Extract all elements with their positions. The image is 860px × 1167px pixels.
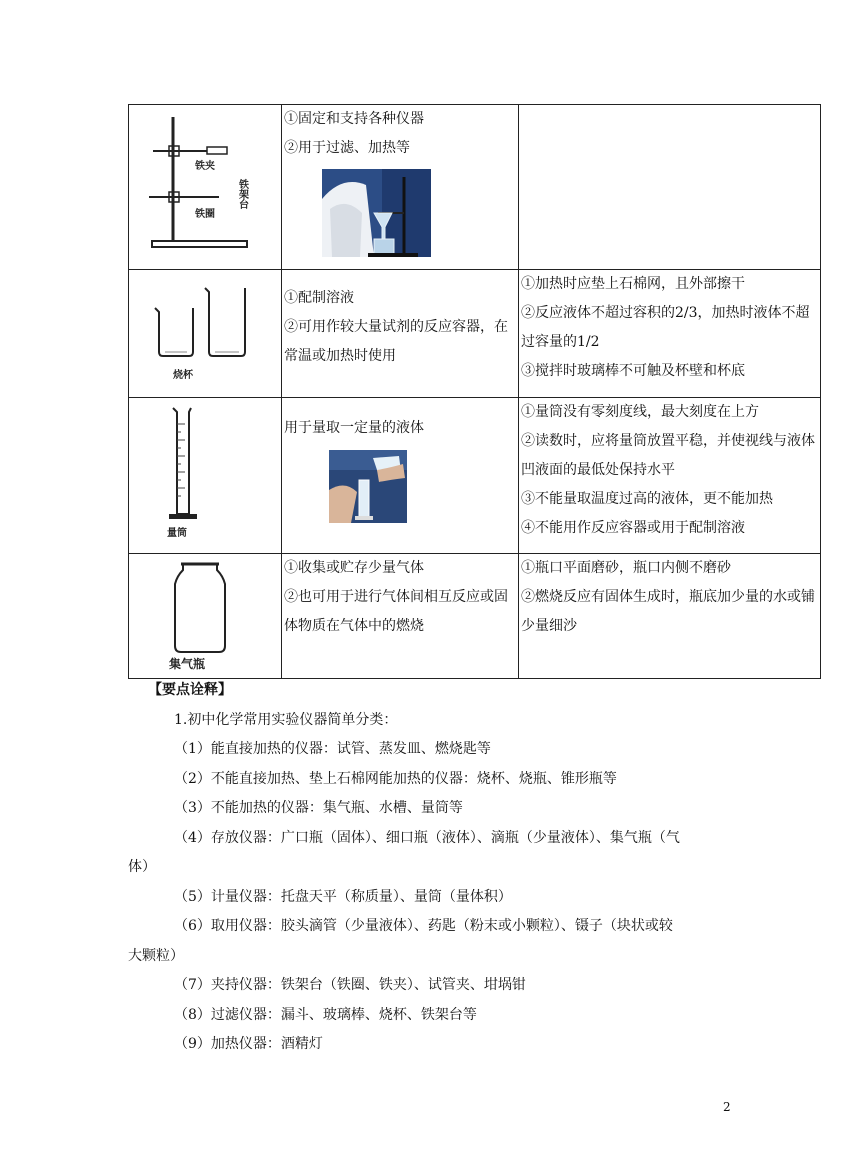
caution-line: ①加热时应垫上石棉网，且外部擦干	[521, 276, 745, 292]
list-item: （8）过滤仪器：漏斗、玻璃棒、烧杯、铁架台等	[174, 1006, 477, 1023]
gas-collecting-bottle-figure	[167, 558, 237, 672]
page-number: 2	[723, 1100, 731, 1114]
svg-text:铁架台: 铁架台	[236, 179, 248, 209]
filtration-photo	[322, 169, 431, 257]
use-line: 用于量取一定量的液体	[284, 420, 424, 436]
figure-label-beaker: 烧杯	[173, 370, 193, 381]
caution-line: ①量筒没有零刻度线，最大刻度在上方	[521, 404, 759, 420]
caution-line: ④不能用作反应容器或用于配制溶液	[521, 520, 745, 536]
list-item: （7）夹持仪器：铁架台（铁圈、铁夹）、试管夹、坩埚钳	[174, 977, 526, 993]
table-row	[129, 554, 821, 679]
figure-label-iron-stand	[236, 165, 255, 215]
use-line: ②可用作较大量试剂的反应容器，在常温或加热时使用	[284, 319, 508, 364]
caution-line: ③搅拌时玻璃棒不可触及杯壁和杯底	[521, 363, 745, 379]
cautions-cell	[519, 554, 821, 679]
graduated-cylinder-figure	[163, 404, 223, 546]
use-line: ①收集或贮存少量气体	[284, 560, 424, 576]
caution-line: ②燃烧反应有固体生成时，瓶底加少量的水或铺少量细沙	[521, 589, 815, 634]
list-item: （2）不能直接加热、垫上石棉网能加热的仪器：烧杯、烧瓶、锥形瓶等	[174, 770, 617, 787]
apparatus-figure-cell	[129, 270, 282, 398]
list-item-continuation: 体）	[128, 859, 156, 875]
use-line: ①配制溶液	[284, 290, 354, 306]
list-item: （1）能直接加热的仪器：试管、蒸发皿、燃烧匙等	[174, 741, 491, 757]
list-item: （5）计量仪器：托盘天平（称质量）、量筒（量体积）	[174, 888, 512, 905]
figure-label-iron-clamp: 铁夹	[195, 161, 215, 172]
caution-line: ②读数时，应将量筒放置平稳，并使视线与液体凹液面的最低处保持水平	[521, 433, 815, 478]
uses-cell	[282, 554, 519, 679]
cautions-cell	[519, 270, 821, 398]
key-points-section	[128, 676, 738, 1060]
cautions-cell	[519, 105, 821, 270]
table-row	[129, 270, 821, 398]
cautions-cell	[519, 398, 821, 554]
figure-label-graduated-cylinder: 量筒	[167, 528, 187, 539]
caution-line: ①瓶口平面磨砂，瓶口内侧不磨砂	[521, 560, 731, 576]
use-line: ①固定和支持各种仪器	[284, 111, 424, 127]
caution-line: ③不能量取温度过高的液体，更不能加热	[521, 491, 773, 507]
section-intro: 1.初中化学常用实验仪器简单分类：	[174, 711, 398, 728]
figure-label-gas-bottle: 集气瓶	[169, 657, 206, 671]
list-item: （6）取用仪器：胶头滴管（少量液体）、药匙（粉末或小颗粒）、镊子（块状或较	[174, 918, 673, 934]
apparatus-figure-cell	[129, 398, 282, 554]
table-row	[129, 398, 821, 554]
figure-label-iron-ring: 铁圈	[195, 209, 215, 220]
use-line: ②用于过滤、加热等	[284, 140, 410, 156]
uses-cell	[282, 105, 519, 270]
uses-cell	[282, 398, 519, 554]
list-item-continuation: 大颗粒）	[128, 947, 184, 964]
list-item: （3）不能加热的仪器：集气瓶、水槽、量筒等	[174, 800, 463, 816]
uses-cell	[282, 270, 519, 398]
caution-line: ②反应液体不超过容积的2/3，加热时液体不超过容量的1/2	[521, 305, 810, 350]
measuring-liquid-photo	[329, 450, 407, 523]
apparatus-figure-cell	[129, 554, 282, 679]
section-heading: 【要点诠释】	[148, 682, 232, 698]
list-item: （9）加热仪器：酒精灯	[174, 1036, 323, 1052]
apparatus-table	[128, 104, 821, 679]
use-line: ②也可用于进行气体间相互反应或固体物质在气体中的燃烧	[284, 589, 508, 634]
apparatus-figure-cell	[129, 105, 282, 270]
list-item: （4）存放仪器：广口瓶（固体）、细口瓶（液体）、滴瓶（少量液体）、集气瓶（气	[174, 829, 680, 846]
beaker-figure	[151, 282, 251, 386]
table-row	[129, 105, 821, 270]
